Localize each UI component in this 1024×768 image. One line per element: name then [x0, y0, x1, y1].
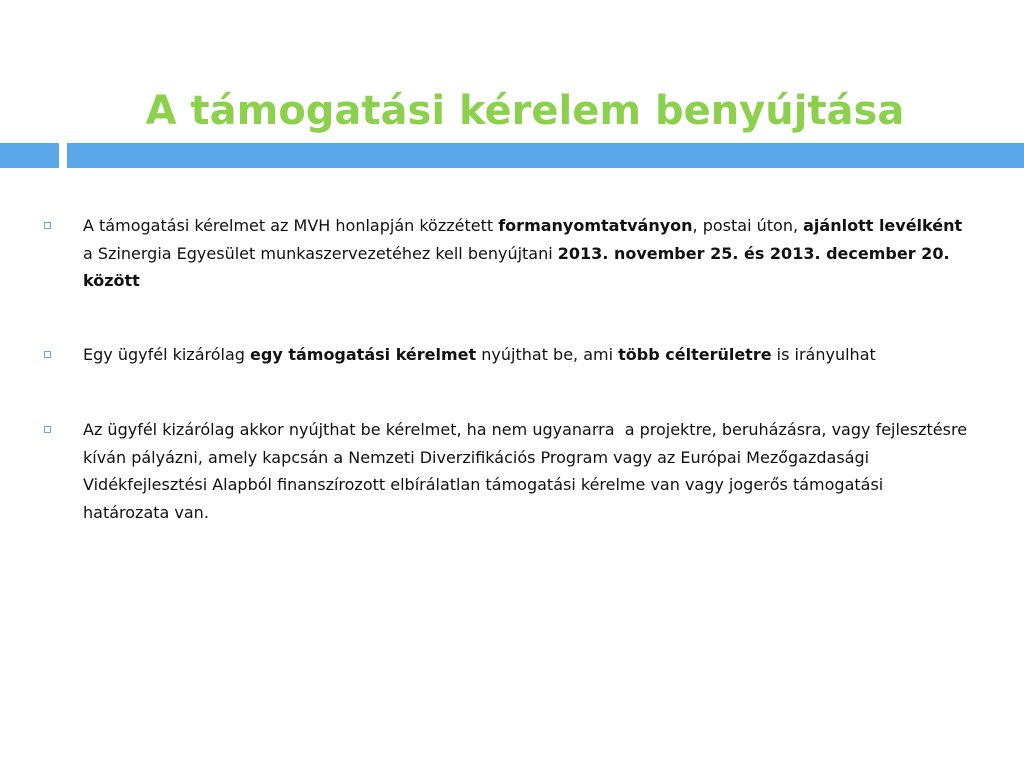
- square-bullet-icon: [44, 426, 51, 433]
- square-bullet-icon: [44, 351, 51, 358]
- slide-title: A támogatási kérelem benyújtása: [145, 87, 905, 134]
- bullet-segment: is irányulhat: [771, 345, 876, 364]
- bullet-segment-bold: egy támogatási kérelmet: [250, 345, 477, 364]
- bullet-segment-bold: több célterületre: [618, 345, 772, 364]
- bullet-item: [83, 416, 973, 526]
- bullet-item: [83, 212, 973, 295]
- bullet-segment-bold: ajánlott levélként: [803, 216, 963, 235]
- bullet-segment-bold: formanyomtatványon: [498, 216, 693, 235]
- bullet-segment: , postai úton,: [692, 216, 804, 235]
- bullet-text: [83, 420, 972, 522]
- square-bullet-icon: [44, 222, 51, 229]
- bullet-item: [83, 341, 973, 369]
- bullet-segment: Egy ügyfél kizárólag: [83, 345, 251, 364]
- bullet-text: [83, 345, 876, 364]
- bullet-segment: Az ügyfél kizárólag akkor nyújthat be kérelmet, ha nem ugyanarra a projektre, beruházásra, vagy fejlesztésre kíván pályázni, amely kapcsán a Nemzeti Diverzifikációs Program vagy az Európai Mezőgazdasági Vidékfejlesztési Alapból finanszírozott elbírálatlan támogatási kérelme van vagy jogerős támogatási határozata van.: [83, 420, 973, 522]
- bullet-segment: nyújthat be, ami: [476, 345, 619, 364]
- bullet-segment-bold: 2013. november 25. és 2013. december 20. között: [83, 243, 950, 290]
- bullet-segment: a Szinergia Egyesület munkaszervezetéhez kell benyújtani: [83, 243, 558, 263]
- bullet-text: [83, 216, 962, 290]
- bullet-segment: A támogatási kérelmet az MVH honlapján közzétett: [83, 216, 499, 235]
